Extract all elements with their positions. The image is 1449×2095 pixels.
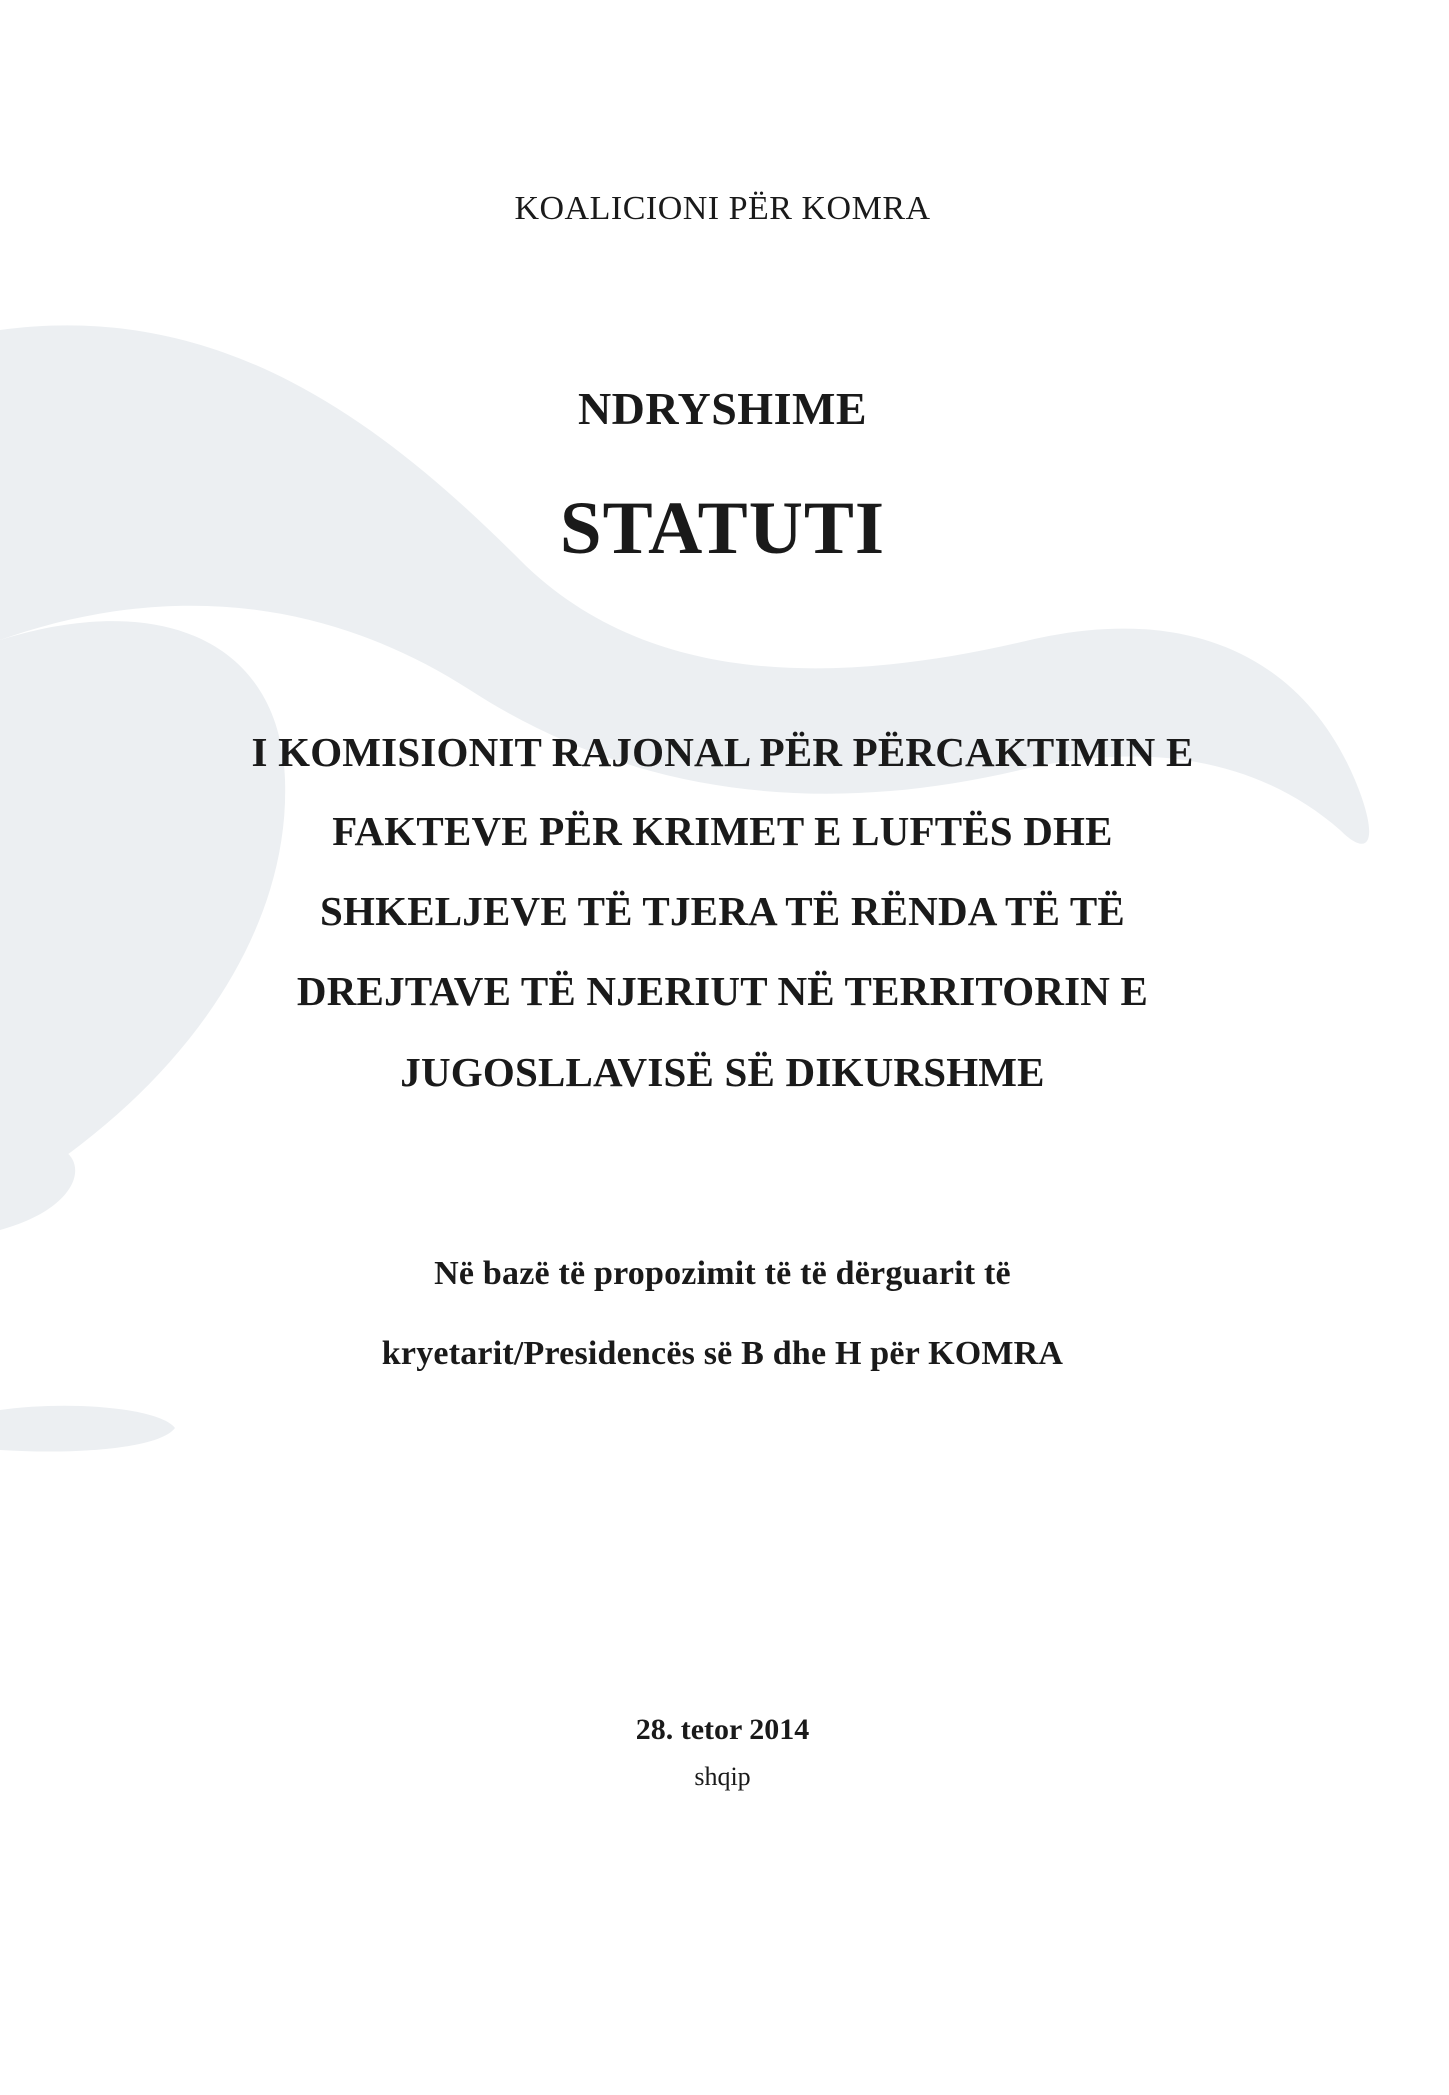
- document-language: shqip: [694, 1762, 751, 1791]
- description-line: SHKELJEVE TË TJERA TË RËNDA TË TË: [320, 888, 1125, 934]
- description-line: DREJTAVE TË NJERIUT NË TERRITORIN E: [296, 968, 1149, 1014]
- basis-line: kryetarit/Presidencës së B dhe H për KOMRA: [381, 1335, 1064, 1372]
- basis-line: Në bazë të propozimit të të dërguarit të: [434, 1255, 1011, 1292]
- organization-name: KOALICIONI PËR KOMRA: [514, 190, 931, 227]
- document-subtitle: NDRYSHIME: [577, 383, 868, 434]
- watermark-swoosh-bottom: [0, 1406, 175, 1452]
- description-line: JUGOSLLAVISË SË DIKURSHME: [400, 1049, 1045, 1095]
- description-line: FAKTEVE PËR KRIMET E LUFTËS DHE: [332, 808, 1113, 854]
- document-date: 28. tetor 2014: [635, 1713, 810, 1746]
- document-title: STATUTI: [559, 487, 886, 570]
- description-line: I KOMISIONIT RAJONAL PËR PËRCAKTIMIN E: [251, 729, 1194, 775]
- watermark-swoosh-lower: [0, 1143, 75, 1230]
